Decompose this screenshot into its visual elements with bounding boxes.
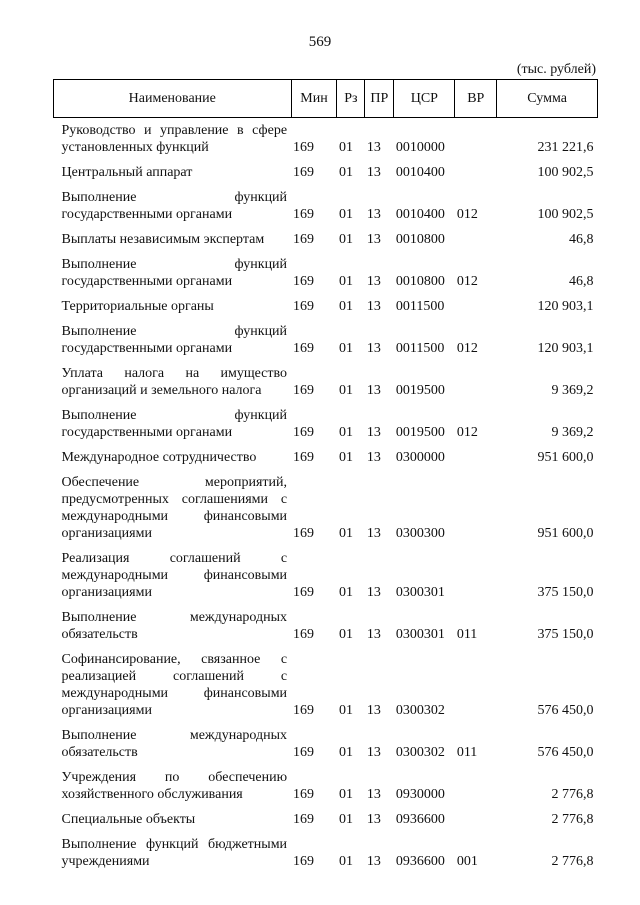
row-min: 169 bbox=[293, 383, 315, 398]
row-rz: 01 bbox=[338, 207, 353, 222]
row-pr: 13 bbox=[366, 854, 381, 869]
table-row bbox=[54, 832, 598, 874]
row-pr: 13 bbox=[366, 425, 381, 440]
row-csr: 0019500 bbox=[395, 383, 445, 398]
row-vr: 012 bbox=[456, 425, 478, 440]
row-min: 169 bbox=[293, 341, 315, 356]
row-vr: 011 bbox=[456, 745, 478, 760]
row-pr: 13 bbox=[366, 526, 381, 541]
row-pr: 13 bbox=[366, 383, 381, 398]
row-rz: 01 bbox=[338, 274, 353, 289]
row-sum: 9 369,2 bbox=[551, 383, 594, 398]
row-vr bbox=[455, 227, 497, 252]
row-name: Выполнение функций государственными органами bbox=[61, 190, 288, 222]
row-sum: 2 776,8 bbox=[551, 854, 594, 869]
row-pr: 13 bbox=[366, 585, 381, 600]
row-name: Софинансирование, связанное с реализацией соглашений с международными финансовыми организациями bbox=[61, 652, 288, 718]
row-csr: 0300302 bbox=[395, 703, 445, 718]
header-pr: ПР bbox=[365, 80, 394, 118]
row-name: Выполнение международных обязательств bbox=[61, 610, 288, 642]
row-vr bbox=[455, 118, 497, 161]
row-vr: 012 bbox=[456, 274, 478, 289]
row-min: 169 bbox=[293, 140, 315, 155]
row-vr: 001 bbox=[456, 854, 478, 869]
row-min: 169 bbox=[293, 425, 315, 440]
budget-table bbox=[53, 79, 598, 874]
header-name: Наименование bbox=[54, 80, 292, 118]
table-body bbox=[54, 118, 598, 875]
row-rz: 01 bbox=[338, 854, 353, 869]
row-min: 169 bbox=[293, 165, 315, 180]
row-sum: 120 903,1 bbox=[537, 299, 594, 314]
table-row bbox=[54, 765, 598, 807]
row-csr: 0300300 bbox=[395, 526, 445, 541]
row-rz: 01 bbox=[338, 299, 353, 314]
row-sum: 576 450,0 bbox=[537, 745, 594, 760]
row-pr: 13 bbox=[366, 165, 381, 180]
row-csr: 0011500 bbox=[395, 299, 445, 314]
row-csr: 0019500 bbox=[395, 425, 445, 440]
table-row bbox=[54, 470, 598, 546]
row-vr bbox=[455, 294, 497, 319]
row-rz: 01 bbox=[338, 745, 353, 760]
table-row bbox=[54, 647, 598, 723]
row-rz: 01 bbox=[338, 627, 353, 642]
table-row bbox=[54, 319, 598, 361]
row-name: Руководство и управление в сфере установленных функций bbox=[61, 123, 288, 155]
table-row bbox=[54, 546, 598, 605]
table-row bbox=[54, 294, 598, 319]
row-sum: 576 450,0 bbox=[537, 703, 594, 718]
row-rz: 01 bbox=[338, 585, 353, 600]
row-csr: 0300302 bbox=[395, 745, 445, 760]
row-csr: 0011500 bbox=[395, 341, 445, 356]
row-name: Учреждения по обеспечению хозяйственного обслуживания bbox=[61, 770, 288, 802]
row-min: 169 bbox=[293, 703, 315, 718]
table-row bbox=[54, 723, 598, 765]
row-csr: 0010400 bbox=[395, 165, 445, 180]
row-sum: 46,8 bbox=[569, 232, 594, 247]
row-csr: 0010800 bbox=[395, 274, 445, 289]
row-vr bbox=[455, 160, 497, 185]
row-pr: 13 bbox=[366, 232, 381, 247]
row-name: Обеспечение мероприятий, предусмотренных соглашениями с международными финансовыми организациями bbox=[61, 475, 288, 541]
row-rz: 01 bbox=[338, 341, 353, 356]
row-sum: 46,8 bbox=[569, 274, 594, 289]
row-name: Территориальные органы bbox=[61, 299, 214, 314]
row-min: 169 bbox=[293, 812, 315, 827]
row-min: 169 bbox=[293, 854, 315, 869]
row-sum: 100 902,5 bbox=[537, 207, 594, 222]
row-sum: 9 369,2 bbox=[551, 425, 594, 440]
row-sum: 951 600,0 bbox=[537, 526, 594, 541]
row-min: 169 bbox=[293, 627, 315, 642]
row-name: Центральный аппарат bbox=[61, 165, 193, 180]
row-name: Международное сотрудничество bbox=[61, 450, 257, 465]
row-rz: 01 bbox=[338, 425, 353, 440]
table-row bbox=[54, 185, 598, 227]
row-name: Выполнение функций государственными органами bbox=[61, 257, 288, 289]
row-name: Реализация соглашений с международными финансовыми организациями bbox=[61, 551, 288, 600]
row-min: 169 bbox=[293, 274, 315, 289]
row-name: Уплата налога на имущество организаций и земельного налога bbox=[61, 366, 288, 398]
row-csr: 0930000 bbox=[395, 787, 445, 802]
row-min: 169 bbox=[293, 585, 315, 600]
row-name: Выполнение функций государственными органами bbox=[61, 408, 288, 440]
header-vr: ВР bbox=[455, 80, 497, 118]
row-pr: 13 bbox=[366, 812, 381, 827]
row-pr: 13 bbox=[366, 627, 381, 642]
table-row bbox=[54, 252, 598, 294]
row-min: 169 bbox=[293, 207, 315, 222]
row-pr: 13 bbox=[366, 299, 381, 314]
table-row bbox=[54, 445, 598, 470]
table-row bbox=[54, 605, 598, 647]
header-rz: Рз bbox=[337, 80, 365, 118]
row-pr: 13 bbox=[366, 341, 381, 356]
row-csr: 0300301 bbox=[395, 585, 445, 600]
row-sum: 375 150,0 bbox=[537, 585, 594, 600]
row-pr: 13 bbox=[366, 207, 381, 222]
row-vr bbox=[455, 765, 497, 807]
row-csr: 0010400 bbox=[395, 207, 445, 222]
row-pr: 13 bbox=[366, 274, 381, 289]
table-row bbox=[54, 361, 598, 403]
header-sum: Сумма bbox=[497, 80, 598, 118]
row-sum: 100 902,5 bbox=[537, 165, 594, 180]
row-csr: 0010000 bbox=[395, 140, 445, 155]
table-row bbox=[54, 118, 598, 161]
row-rz: 01 bbox=[338, 232, 353, 247]
page-number: 569 bbox=[308, 34, 332, 50]
row-csr: 0300000 bbox=[395, 450, 445, 465]
row-rz: 01 bbox=[338, 165, 353, 180]
row-vr bbox=[455, 647, 497, 723]
row-rz: 01 bbox=[338, 787, 353, 802]
row-csr: 0010800 bbox=[395, 232, 445, 247]
row-name: Выплаты независимым экспертам bbox=[61, 232, 265, 247]
row-name: Специальные объекты bbox=[61, 812, 196, 827]
row-min: 169 bbox=[293, 299, 315, 314]
row-sum: 231 221,6 bbox=[537, 140, 594, 155]
row-vr bbox=[455, 445, 497, 470]
header-csr: ЦСР bbox=[394, 80, 455, 118]
row-name: Выполнение функций бюджетными учреждениями bbox=[61, 837, 288, 869]
row-csr: 0300301 bbox=[395, 627, 445, 642]
row-vr bbox=[455, 361, 497, 403]
row-pr: 13 bbox=[366, 703, 381, 718]
row-min: 169 bbox=[293, 745, 315, 760]
row-sum: 2 776,8 bbox=[551, 812, 594, 827]
row-vr: 012 bbox=[456, 207, 478, 222]
row-vr bbox=[455, 546, 497, 605]
row-vr bbox=[455, 807, 497, 832]
row-vr: 011 bbox=[456, 627, 478, 642]
row-pr: 13 bbox=[366, 450, 381, 465]
table-header-row bbox=[54, 80, 598, 118]
row-rz: 01 bbox=[338, 140, 353, 155]
row-rz: 01 bbox=[338, 450, 353, 465]
row-sum: 120 903,1 bbox=[537, 341, 594, 356]
row-sum: 375 150,0 bbox=[537, 627, 594, 642]
row-pr: 13 bbox=[366, 140, 381, 155]
row-pr: 13 bbox=[366, 745, 381, 760]
row-rz: 01 bbox=[338, 526, 353, 541]
header-min: Мин bbox=[291, 80, 337, 118]
row-csr: 0936600 bbox=[395, 854, 445, 869]
row-rz: 01 bbox=[338, 812, 353, 827]
table-row bbox=[54, 160, 598, 185]
row-pr: 13 bbox=[366, 787, 381, 802]
table-row bbox=[54, 227, 598, 252]
row-sum: 951 600,0 bbox=[537, 450, 594, 465]
row-name: Выполнение международных обязательств bbox=[61, 728, 288, 760]
row-min: 169 bbox=[293, 526, 315, 541]
row-min: 169 bbox=[293, 450, 315, 465]
row-name: Выполнение функций государственными органами bbox=[61, 324, 288, 356]
row-rz: 01 bbox=[338, 383, 353, 398]
table-row bbox=[54, 403, 598, 445]
row-sum: 2 776,8 bbox=[551, 787, 594, 802]
row-csr: 0936600 bbox=[395, 812, 445, 827]
row-min: 169 bbox=[293, 232, 315, 247]
row-vr bbox=[455, 470, 497, 546]
row-vr: 012 bbox=[456, 341, 478, 356]
units-label: (тыс. рублей) bbox=[516, 62, 596, 77]
table-row bbox=[54, 807, 598, 832]
row-min: 169 bbox=[293, 787, 315, 802]
row-rz: 01 bbox=[338, 703, 353, 718]
